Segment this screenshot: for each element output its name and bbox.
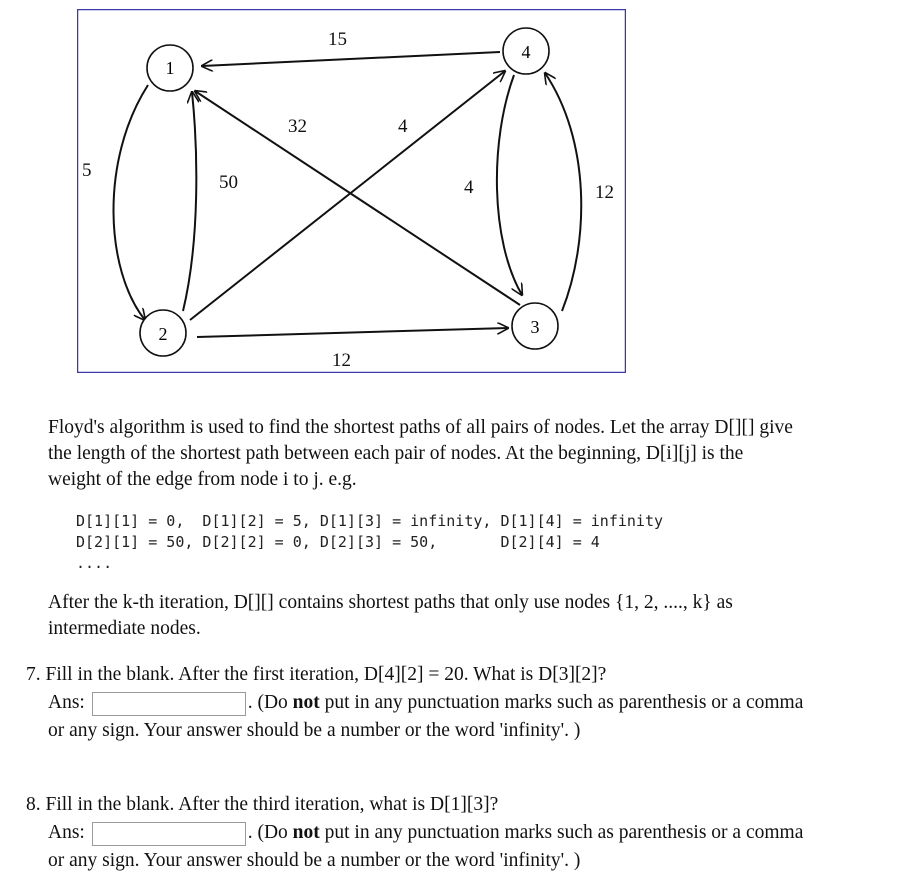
intro-line-2: the length of the shortest path between each pair of nodes. At the beginning, D[i][j] is the	[48, 443, 744, 464]
question-7-note-pre: . (Do	[247, 692, 293, 713]
question-8-note-line-2: or any sign. Your answer should be a number or the word 'infinity'. )	[48, 850, 581, 871]
node-3	[512, 303, 558, 349]
code-line-3: ....	[76, 554, 113, 572]
node-3-label: 3	[530, 317, 540, 337]
node-4	[503, 28, 549, 74]
node-1-label: 1	[165, 58, 175, 78]
question-7-note-bold: not	[292, 692, 320, 713]
edge-label-4-right: 4	[464, 177, 474, 198]
edge-label-5: 5	[82, 160, 92, 181]
question-7-ans-label: Ans:	[48, 692, 85, 713]
edge-label-32: 32	[288, 116, 307, 137]
node-2-label: 2	[158, 324, 168, 344]
edge-label-50: 50	[219, 172, 238, 193]
intro-line-3: weight of the edge from node i to j. e.g.	[48, 469, 357, 490]
question-8-note-post: put in any punctuation marks such as parenthesis or a comma	[319, 822, 804, 843]
node-4-label: 4	[521, 42, 531, 62]
after-line-1: After the k-th iteration, D[][] contains shortest paths that only use nodes {1, 2, ...., k} as	[48, 592, 733, 613]
edge-label-15: 15	[328, 29, 347, 50]
question-7-note-line-2: or any sign. Your answer should be a number or the word 'infinity'. )	[48, 720, 581, 741]
question-7-answer-input[interactable]	[92, 692, 246, 716]
question-7-note-post: put in any punctuation marks such as parenthesis or a comma	[319, 692, 804, 713]
edge-label-4-diagonal: 4	[398, 116, 408, 137]
question-7-text: 7. Fill in the blank. After the first iteration, D[4][2] = 20. What is D[3][2]?	[26, 664, 607, 685]
code-line-1: D[1][1] = 0, D[1][2] = 5, D[1][3] = infinity, D[1][4] = infinity	[76, 512, 663, 530]
question-8-note-pre: . (Do	[247, 822, 293, 843]
edge-label-12-bottom: 12	[332, 350, 351, 371]
after-line-2: intermediate nodes.	[48, 618, 201, 639]
edge-label-12-right: 12	[595, 182, 614, 203]
code-line-2: D[2][1] = 50, D[2][2] = 0, D[2][3] = 50, D[2][4] = 4	[76, 533, 600, 551]
graph-figure	[77, 9, 626, 373]
question-8-note-bold: not	[292, 822, 320, 843]
intro-line-1: Floyd's algorithm is used to find the shortest paths of all pairs of nodes. Let the array D[][] give	[48, 417, 793, 438]
node-2	[140, 310, 186, 356]
question-8-ans-label: Ans:	[48, 822, 85, 843]
question-8-answer-input[interactable]	[92, 822, 246, 846]
question-7-answer-row	[48, 689, 803, 717]
question-8-text: 8. Fill in the blank. After the third iteration, what is D[1][3]?	[26, 794, 499, 815]
question-8-answer-row	[48, 819, 803, 847]
node-1	[147, 45, 193, 91]
